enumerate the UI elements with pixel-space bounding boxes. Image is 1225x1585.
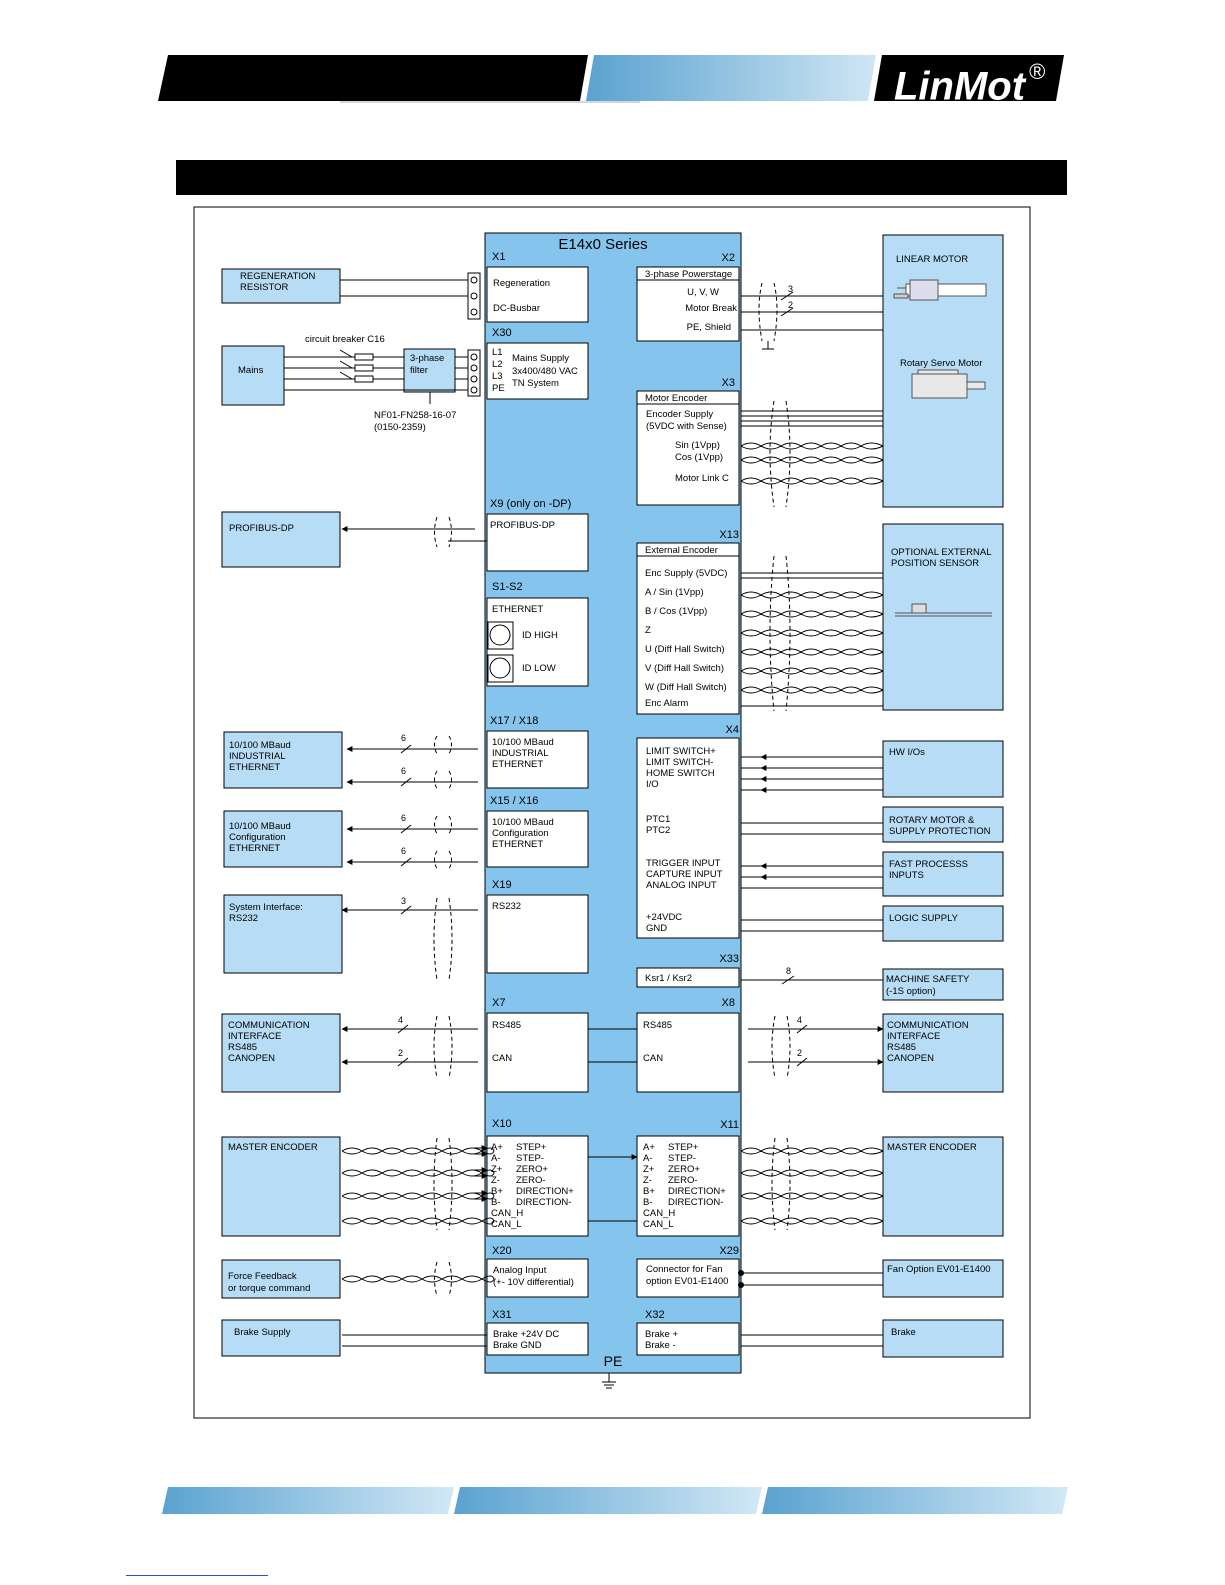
x32-brake-plus: Brake + — [645, 1329, 679, 1340]
x4-line-2: HOME SWITCH — [646, 768, 715, 779]
x13-line-5: V (Diff Hall Switch) — [645, 663, 725, 674]
brake-box — [883, 1320, 1003, 1357]
x19-rs232: RS232 — [492, 901, 522, 912]
port-x32: X32 — [645, 1309, 665, 1321]
x30-mains-supply: Mains Supply — [512, 353, 570, 364]
x30-pin-pe: PE — [492, 383, 505, 394]
x4-line-5: PTC2 — [646, 825, 671, 836]
force-0: Force Feedback — [228, 1271, 297, 1282]
rotary-prot-0: ROTARY MOTOR & — [889, 815, 975, 826]
ind-eth-2: ETHERNET — [229, 762, 281, 773]
x20-range: (+- 10V differential) — [493, 1277, 574, 1288]
comm-right-1: INTERFACE — [887, 1031, 941, 1042]
x10-sig-4: DIRECTION+ — [516, 1186, 574, 1197]
rotary-prot-1: SUPPLY PROTECTION — [889, 826, 991, 837]
x13-line-6: W (Diff Hall Switch) — [645, 682, 727, 693]
filter-line-0: 3-phase — [410, 353, 445, 364]
x10-pin-5: B- — [491, 1197, 501, 1208]
port-x29: X29 — [719, 1245, 739, 1257]
x10-pin-2: Z+ — [491, 1164, 503, 1175]
x17-line-2: ETHERNET — [492, 759, 544, 770]
sys-if-0: System Interface: — [229, 902, 303, 913]
x1-regeneration: Regeneration — [493, 278, 551, 289]
id-low-switch-icon[interactable] — [490, 658, 510, 678]
profibus-box — [222, 512, 340, 567]
wire-count-can-r: 2 — [797, 1048, 803, 1058]
x8-can: CAN — [643, 1053, 664, 1064]
mains-label: Mains — [238, 365, 264, 376]
regen-line-1: RESISTOR — [240, 282, 289, 293]
x4-line-7: CAPTURE INPUT — [646, 869, 723, 880]
x10-sig-5: DIRECTION- — [516, 1197, 572, 1208]
x33-ksr: Ksr1 / Ksr2 — [645, 973, 692, 984]
x4-line-3: I/O — [646, 779, 659, 790]
filter-part-0: NF01-FN258-16-07 — [374, 410, 457, 421]
x11-sig-4: DIRECTION+ — [668, 1186, 726, 1197]
machine-safety-1: (-1S option) — [886, 986, 936, 997]
master-left-label: MASTER ENCODER — [228, 1142, 318, 1153]
port-x17x18: X17 / X18 — [490, 715, 539, 727]
x7-can: CAN — [492, 1053, 513, 1064]
opt-sensor-1: POSITION SENSOR — [891, 558, 980, 569]
wire-count-ind-a: 6 — [401, 733, 407, 743]
s1-id-high: ID HIGH — [522, 630, 558, 641]
x4-line-10: GND — [646, 923, 668, 934]
ind-eth-0: 10/100 MBaud — [229, 740, 291, 751]
x30-terminal — [468, 350, 480, 396]
x30-pin-l2: L2 — [492, 359, 503, 370]
port-x2: X2 — [721, 252, 735, 264]
x32-brake-minus: Brake - — [645, 1340, 676, 1351]
fan-option-label: Fan Option EV01-E1400 — [887, 1264, 991, 1275]
x20-analog: Analog Input — [493, 1265, 547, 1276]
brake-supply-box — [222, 1320, 340, 1356]
port-x11: X11 — [720, 1119, 739, 1131]
brake-supply-label: Brake Supply — [234, 1327, 291, 1338]
x13-line-0: Enc Supply (5VDC) — [645, 568, 728, 579]
x11-sig-5: DIRECTION- — [668, 1197, 724, 1208]
opt-sensor-0: OPTIONAL EXTERNAL — [891, 547, 992, 558]
wire-count-rs485-l: 4 — [398, 1015, 404, 1025]
x11-pin-5: B- — [643, 1197, 653, 1208]
x15-line-1: Configuration — [492, 828, 549, 839]
id-high-switch-icon[interactable] — [490, 625, 510, 645]
x7-rs485: RS485 — [492, 1020, 522, 1031]
x29-option: option EV01-E1400 — [646, 1276, 729, 1287]
x2-uvw: U, V, W — [687, 287, 719, 298]
x10-sig-2: ZERO+ — [516, 1164, 548, 1175]
comm-right-0: COMMUNICATION — [887, 1020, 969, 1031]
port-x8: X8 — [721, 997, 735, 1009]
x30-voltage: 3x400/480 VAC — [512, 366, 578, 377]
cfg-eth-1: Configuration — [229, 832, 286, 843]
linear-motor-label: LINEAR MOTOR — [896, 254, 969, 265]
port-x31: X31 — [492, 1309, 512, 1321]
s1-ethernet: ETHERNET — [492, 604, 544, 615]
wire-count-cfg-b: 6 — [401, 846, 407, 856]
x29-fan: Connector for Fan — [646, 1264, 723, 1275]
regen-line-0: REGENERATION — [240, 271, 316, 282]
cfg-eth-0: 10/100 MBaud — [229, 821, 291, 832]
port-x19: X19 — [492, 879, 512, 891]
x1-dc-busbar: DC-Busbar — [493, 303, 540, 314]
footer-graphic — [162, 1487, 1068, 1514]
breaker-label: circuit breaker C16 — [305, 334, 385, 345]
x13-line-3: Z — [645, 625, 651, 636]
x10-pin-1: A- — [491, 1153, 501, 1164]
x10-pin-4: B+ — [491, 1186, 503, 1197]
ind-eth-1: INDUSTRIAL — [229, 751, 286, 762]
drive-title: E14x0 Series — [558, 236, 648, 253]
cfg-eth-2: ETHERNET — [229, 843, 281, 854]
x4-line-9: +24VDC — [646, 912, 683, 923]
x4-line-1: LIMIT SWITCH- — [646, 757, 714, 768]
x4-line-6: TRIGGER INPUT — [646, 858, 721, 869]
wire-count-rs232: 3 — [401, 896, 407, 906]
port-x15x16: X15 / X16 — [490, 795, 539, 807]
fast-inputs-1: INPUTS — [889, 870, 924, 881]
x11-pin-0: A+ — [643, 1142, 655, 1153]
comm-right-3: CANOPEN — [887, 1053, 934, 1064]
filter-line-1: filter — [410, 365, 428, 376]
x3-enc-supply: Encoder Supply — [646, 409, 714, 420]
x10-pin-0: A+ — [491, 1142, 503, 1153]
force-1: or torque command — [228, 1283, 311, 1294]
comm-left-2: RS485 — [228, 1042, 258, 1053]
x31-brake-gnd: Brake GND — [493, 1340, 542, 1351]
x10-pin-3: Z- — [491, 1175, 500, 1186]
comm-left-1: INTERFACE — [228, 1031, 282, 1042]
x8-rs485: RS485 — [643, 1020, 673, 1031]
x11-pin-2: Z+ — [643, 1164, 655, 1175]
port-x33: X33 — [719, 953, 739, 965]
x30-tn-system: TN System — [512, 378, 559, 389]
x10-pin-7: CAN_L — [491, 1219, 522, 1230]
x13-line-7: Enc Alarm — [645, 698, 689, 709]
x30-pin-l3: L3 — [492, 371, 503, 382]
x17-line-1: INDUSTRIAL — [492, 748, 549, 759]
footer-link-underline[interactable] — [126, 1575, 268, 1576]
x2-motor-break: Motor Break — [685, 303, 737, 314]
comm-left-3: CANOPEN — [228, 1053, 275, 1064]
wire-count-uvw: 3 — [788, 284, 794, 294]
x10-sig-3: ZERO- — [516, 1175, 546, 1186]
comm-left-0: COMMUNICATION — [228, 1020, 310, 1031]
wire-count-can-l: 2 — [398, 1048, 404, 1058]
port-x20: X20 — [492, 1245, 512, 1257]
x3-motor-link: Motor Link C — [675, 473, 729, 484]
port-x1: X1 — [492, 251, 506, 263]
x11-pin-1: A- — [643, 1153, 653, 1164]
master-right-label: MASTER ENCODER — [887, 1142, 977, 1153]
x10-pin-6: CAN_H — [491, 1208, 524, 1219]
x13-line-4: U (Diff Hall Switch) — [645, 644, 725, 655]
linmot-logo: LinMot ® — [894, 59, 1046, 109]
x10-sig-0: STEP+ — [516, 1142, 547, 1153]
x3-sin: Sin (1Vpp) — [675, 440, 720, 451]
x3-cos: Cos (1Vpp) — [675, 452, 724, 463]
x11-sig-3: ZERO- — [668, 1175, 698, 1186]
x2-header: 3-phase Powerstage — [645, 269, 733, 280]
x31-brake-24v: Brake +24V DC — [493, 1329, 560, 1340]
port-x4: X4 — [725, 724, 739, 736]
x11-pin-6: CAN_H — [643, 1208, 676, 1219]
port-x7: X7 — [492, 997, 506, 1009]
port-x13: X13 — [719, 529, 739, 541]
pe-label: PE — [603, 1353, 623, 1369]
wire-count-ind-b: 6 — [401, 766, 407, 776]
fast-inputs-0: FAST PROCESSS — [889, 859, 969, 870]
x17-line-0: 10/100 MBaud — [492, 737, 554, 748]
x13-line-1: A / Sin (1Vpp) — [645, 587, 704, 598]
port-x9: X9 (only on -DP) — [490, 498, 572, 510]
x3-enc-sense: (5VDC with Sense) — [646, 421, 727, 432]
sys-if-1: RS232 — [229, 913, 259, 924]
port-x3: X3 — [721, 377, 735, 389]
x11-pin-7: CAN_L — [643, 1219, 674, 1230]
x11-sig-1: STEP- — [668, 1153, 696, 1164]
comm-right-2: RS485 — [887, 1042, 917, 1053]
x13-header: External Encoder — [645, 545, 718, 556]
x4-line-4: PTC1 — [646, 814, 671, 825]
rotary-servo-label: Rotary Servo Motor — [900, 358, 983, 369]
wire-count-break: 2 — [788, 300, 794, 310]
wire-count-cfg-a: 6 — [401, 813, 407, 823]
machine-safety-0: MACHINE SAFETY — [886, 974, 970, 985]
x15-line-0: 10/100 MBaud — [492, 817, 554, 828]
port-s1s2: S1-S2 — [492, 581, 523, 593]
x3-header: Motor Encoder — [645, 393, 708, 404]
x1-terminal — [468, 273, 480, 319]
x4-line-8: ANALOG INPUT — [646, 880, 717, 891]
x11-pin-4: B+ — [643, 1186, 655, 1197]
wire-count-safety: 8 — [786, 966, 792, 976]
x9-profibus: PROFIBUS-DP — [490, 520, 555, 531]
x11-sig-2: ZERO+ — [668, 1164, 700, 1175]
x2-pe-shield: PE, Shield — [686, 322, 731, 333]
s1-id-low: ID LOW — [522, 663, 556, 674]
port-x30: X30 — [492, 327, 512, 339]
x11-pin-3: Z- — [643, 1175, 652, 1186]
x10-sig-1: STEP- — [516, 1153, 544, 1164]
x30-pin-l1: L1 — [492, 347, 503, 358]
x11-sig-0: STEP+ — [668, 1142, 699, 1153]
x4-line-0: LIMIT SWITCH+ — [646, 746, 716, 757]
port-x10: X10 — [492, 1118, 512, 1130]
x13-line-2: B / Cos (1Vpp) — [645, 606, 708, 617]
profibus-label: PROFIBUS-DP — [229, 523, 294, 534]
brake-label: Brake — [891, 1327, 916, 1338]
wire-count-rs485-r: 4 — [797, 1015, 803, 1025]
logic-supply-label: LOGIC SUPPLY — [889, 913, 958, 924]
filter-part-1: (0150-2359) — [374, 422, 426, 433]
hwio-label: HW I/Os — [889, 747, 925, 758]
x15-line-2: ETHERNET — [492, 839, 544, 850]
